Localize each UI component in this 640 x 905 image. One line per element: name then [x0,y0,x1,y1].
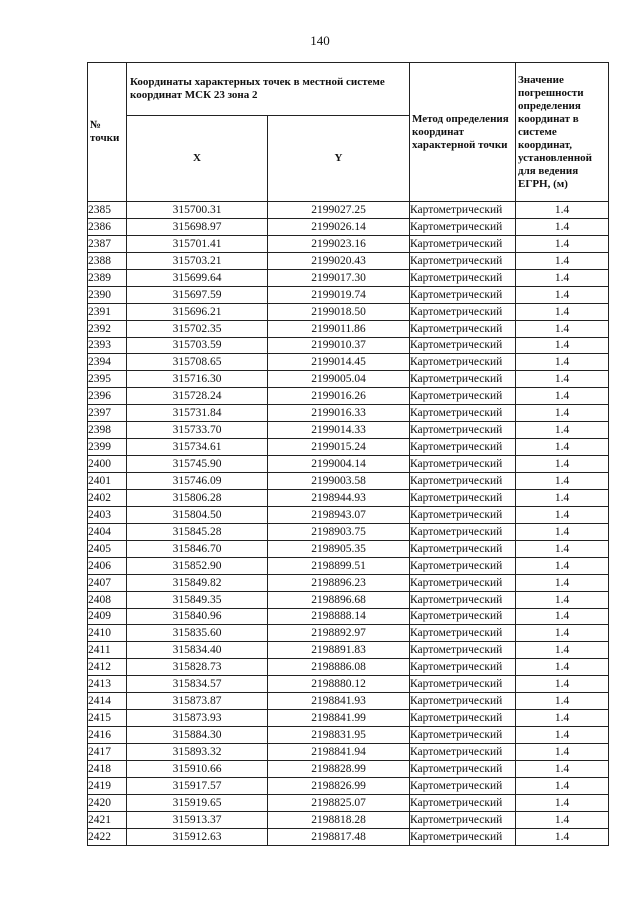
cell-method: Картометрический [410,642,516,659]
cell-method: Картометрический [410,540,516,557]
cell-x: 315835.60 [127,625,268,642]
table-row [88,777,609,794]
table-row [88,456,609,473]
cell-point-number: 2409 [88,608,127,625]
cell-x: 315703.21 [127,252,268,269]
cell-x: 315849.35 [127,591,268,608]
table-row [88,218,609,235]
cell-point-number: 2400 [88,456,127,473]
cell-y: 2198841.93 [268,693,410,710]
cell-x: 315884.30 [127,727,268,744]
table-row [88,642,609,659]
cell-method: Картометрический [410,286,516,303]
table-row [88,608,609,625]
cell-point-number: 2394 [88,354,127,371]
cell-method: Картометрический [410,693,516,710]
cell-accuracy: 1.4 [516,218,609,235]
table-row [88,828,609,845]
table-row [88,760,609,777]
table-row [88,337,609,354]
cell-x: 315746.09 [127,473,268,490]
table-row [88,811,609,828]
cell-y: 2198944.93 [268,489,410,506]
cell-accuracy: 1.4 [516,388,609,405]
table-row [88,202,609,219]
table-row [88,523,609,540]
cell-accuracy: 1.4 [516,269,609,286]
cell-point-number: 2422 [88,828,127,845]
table-row [88,388,609,405]
cell-point-number: 2390 [88,286,127,303]
cell-point-number: 2411 [88,642,127,659]
cell-y: 2198891.83 [268,642,410,659]
header-accuracy: Значение погрешности определения координат в системе координат, установленной для ведения ЕГРН, (м) [516,63,609,202]
cell-x: 315708.65 [127,354,268,371]
cell-point-number: 2401 [88,473,127,490]
cell-method: Картометрический [410,371,516,388]
cell-method: Картометрический [410,489,516,506]
cell-y: 2198886.08 [268,659,410,676]
cell-y: 2199003.58 [268,473,410,490]
cell-x: 315702.35 [127,320,268,337]
cell-method: Картометрический [410,252,516,269]
cell-point-number: 2385 [88,202,127,219]
table-row [88,557,609,574]
cell-method: Картометрический [410,422,516,439]
cell-x: 315701.41 [127,235,268,252]
cell-point-number: 2407 [88,574,127,591]
cell-accuracy: 1.4 [516,473,609,490]
cell-method: Картометрический [410,828,516,845]
cell-accuracy: 1.4 [516,439,609,456]
table-row [88,269,609,286]
cell-accuracy: 1.4 [516,777,609,794]
cell-accuracy: 1.4 [516,591,609,608]
cell-x: 315700.31 [127,202,268,219]
cell-accuracy: 1.4 [516,252,609,269]
cell-x: 315804.50 [127,506,268,523]
cell-y: 2199019.74 [268,286,410,303]
cell-method: Картометрический [410,218,516,235]
cell-accuracy: 1.4 [516,523,609,540]
cell-point-number: 2413 [88,676,127,693]
cell-x: 315703.59 [127,337,268,354]
cell-accuracy: 1.4 [516,710,609,727]
table-row [88,676,609,693]
cell-accuracy: 1.4 [516,456,609,473]
header-x: X [127,116,268,202]
cell-y: 2198888.14 [268,608,410,625]
cell-accuracy: 1.4 [516,693,609,710]
cell-x: 315699.64 [127,269,268,286]
cell-y: 2199017.30 [268,269,410,286]
cell-y: 2198841.99 [268,710,410,727]
cell-accuracy: 1.4 [516,506,609,523]
table-row [88,489,609,506]
cell-point-number: 2387 [88,235,127,252]
cell-x: 315734.61 [127,439,268,456]
cell-y: 2199018.50 [268,303,410,320]
cell-x: 315698.97 [127,218,268,235]
cell-point-number: 2408 [88,591,127,608]
cell-point-number: 2397 [88,405,127,422]
coordinates-table [87,62,609,846]
cell-accuracy: 1.4 [516,320,609,337]
table-row [88,591,609,608]
cell-accuracy: 1.4 [516,625,609,642]
table-row [88,422,609,439]
table-row [88,693,609,710]
header-y: Y [268,116,410,202]
cell-point-number: 2405 [88,540,127,557]
cell-point-number: 2395 [88,371,127,388]
cell-x: 315731.84 [127,405,268,422]
cell-method: Картометрический [410,303,516,320]
cell-method: Картометрический [410,744,516,761]
cell-y: 2199020.43 [268,252,410,269]
cell-y: 2199016.33 [268,405,410,422]
table-row [88,405,609,422]
cell-point-number: 2404 [88,523,127,540]
table-row [88,439,609,456]
cell-method: Картометрический [410,777,516,794]
cell-accuracy: 1.4 [516,794,609,811]
cell-y: 2199010.37 [268,337,410,354]
table-row [88,744,609,761]
table-body [88,202,609,846]
cell-x: 315745.90 [127,456,268,473]
cell-x: 315845.28 [127,523,268,540]
cell-accuracy: 1.4 [516,828,609,845]
cell-accuracy: 1.4 [516,489,609,506]
cell-accuracy: 1.4 [516,540,609,557]
cell-method: Картометрический [410,760,516,777]
cell-y: 2198943.07 [268,506,410,523]
cell-x: 315840.96 [127,608,268,625]
cell-y: 2198905.35 [268,540,410,557]
cell-x: 315873.87 [127,693,268,710]
cell-point-number: 2402 [88,489,127,506]
cell-method: Картометрический [410,439,516,456]
cell-accuracy: 1.4 [516,642,609,659]
cell-method: Картометрический [410,676,516,693]
cell-method: Картометрический [410,354,516,371]
cell-method: Картометрический [410,557,516,574]
cell-y: 2198818.28 [268,811,410,828]
cell-y: 2198892.97 [268,625,410,642]
cell-y: 2198899.51 [268,557,410,574]
header-method: Метод определения координат характерной точки [410,63,516,202]
cell-x: 315849.82 [127,574,268,591]
cell-y: 2199004.14 [268,456,410,473]
table-row [88,252,609,269]
cell-method: Картометрический [410,337,516,354]
cell-point-number: 2410 [88,625,127,642]
cell-x: 315919.65 [127,794,268,811]
cell-y: 2199026.14 [268,218,410,235]
cell-y: 2198896.68 [268,591,410,608]
cell-method: Картометрический [410,811,516,828]
cell-y: 2199015.24 [268,439,410,456]
cell-x: 315806.28 [127,489,268,506]
cell-x: 315834.40 [127,642,268,659]
cell-y: 2199014.45 [268,354,410,371]
cell-x: 315728.24 [127,388,268,405]
cell-x: 315834.57 [127,676,268,693]
table-row [88,235,609,252]
cell-accuracy: 1.4 [516,557,609,574]
cell-point-number: 2392 [88,320,127,337]
cell-x: 315917.57 [127,777,268,794]
cell-x: 315913.37 [127,811,268,828]
header-point-number: № точки [88,63,127,202]
cell-accuracy: 1.4 [516,337,609,354]
cell-point-number: 2417 [88,744,127,761]
cell-accuracy: 1.4 [516,235,609,252]
page-number: 140 [310,33,330,48]
cell-method: Картометрический [410,235,516,252]
cell-y: 2199016.26 [268,388,410,405]
cell-method: Картометрический [410,794,516,811]
cell-point-number: 2391 [88,303,127,320]
table-row [88,286,609,303]
cell-accuracy: 1.4 [516,727,609,744]
cell-method: Картометрический [410,473,516,490]
cell-accuracy: 1.4 [516,811,609,828]
cell-y: 2198831.95 [268,727,410,744]
cell-point-number: 2398 [88,422,127,439]
table-row [88,794,609,811]
cell-y: 2198880.12 [268,676,410,693]
table-row [88,540,609,557]
cell-accuracy: 1.4 [516,744,609,761]
cell-y: 2199027.25 [268,202,410,219]
cell-point-number: 2421 [88,811,127,828]
table-row [88,727,609,744]
cell-method: Картометрический [410,456,516,473]
cell-point-number: 2415 [88,710,127,727]
table-row [88,710,609,727]
cell-accuracy: 1.4 [516,760,609,777]
cell-point-number: 2389 [88,269,127,286]
cell-method: Картометрический [410,659,516,676]
cell-point-number: 2403 [88,506,127,523]
cell-method: Картометрический [410,608,516,625]
cell-accuracy: 1.4 [516,354,609,371]
cell-accuracy: 1.4 [516,422,609,439]
cell-accuracy: 1.4 [516,676,609,693]
cell-method: Картометрический [410,388,516,405]
cell-point-number: 2414 [88,693,127,710]
table-row [88,659,609,676]
table-row [88,506,609,523]
header-coordinates: Координаты характерных точек в местной системе координат МСК 23 зона 2 [127,63,410,116]
cell-x: 315696.21 [127,303,268,320]
cell-accuracy: 1.4 [516,659,609,676]
cell-x: 315910.66 [127,760,268,777]
cell-y: 2198826.99 [268,777,410,794]
cell-point-number: 2399 [88,439,127,456]
cell-method: Картометрический [410,506,516,523]
cell-method: Картометрический [410,710,516,727]
cell-accuracy: 1.4 [516,405,609,422]
cell-y: 2198825.07 [268,794,410,811]
cell-y: 2198817.48 [268,828,410,845]
cell-x: 315733.70 [127,422,268,439]
cell-accuracy: 1.4 [516,202,609,219]
table-row [88,574,609,591]
table-row [88,354,609,371]
cell-point-number: 2419 [88,777,127,794]
cell-point-number: 2406 [88,557,127,574]
cell-method: Картометрический [410,523,516,540]
cell-y: 2198896.23 [268,574,410,591]
cell-accuracy: 1.4 [516,286,609,303]
cell-y: 2198903.75 [268,523,410,540]
cell-point-number: 2416 [88,727,127,744]
cell-x: 315697.59 [127,286,268,303]
cell-x: 315873.93 [127,710,268,727]
cell-point-number: 2396 [88,388,127,405]
cell-point-number: 2386 [88,218,127,235]
cell-x: 315893.32 [127,744,268,761]
table-row [88,303,609,320]
cell-method: Картометрический [410,269,516,286]
table-row [88,625,609,642]
cell-method: Картометрический [410,591,516,608]
cell-accuracy: 1.4 [516,303,609,320]
cell-method: Картометрический [410,405,516,422]
cell-accuracy: 1.4 [516,574,609,591]
cell-point-number: 2388 [88,252,127,269]
cell-method: Картометрический [410,320,516,337]
cell-method: Картометрический [410,625,516,642]
cell-point-number: 2418 [88,760,127,777]
cell-x: 315912.63 [127,828,268,845]
cell-y: 2199023.16 [268,235,410,252]
cell-x: 315716.30 [127,371,268,388]
cell-accuracy: 1.4 [516,608,609,625]
cell-x: 315846.70 [127,540,268,557]
cell-method: Картометрический [410,202,516,219]
cell-y: 2198828.99 [268,760,410,777]
cell-x: 315828.73 [127,659,268,676]
cell-accuracy: 1.4 [516,371,609,388]
table-row [88,473,609,490]
table-row [88,320,609,337]
cell-method: Картометрический [410,727,516,744]
cell-y: 2199014.33 [268,422,410,439]
cell-point-number: 2412 [88,659,127,676]
cell-x: 315852.90 [127,557,268,574]
table-row [88,371,609,388]
cell-y: 2199005.04 [268,371,410,388]
cell-method: Картометрический [410,574,516,591]
cell-point-number: 2420 [88,794,127,811]
cell-y: 2198841.94 [268,744,410,761]
cell-y: 2199011.86 [268,320,410,337]
cell-point-number: 2393 [88,337,127,354]
